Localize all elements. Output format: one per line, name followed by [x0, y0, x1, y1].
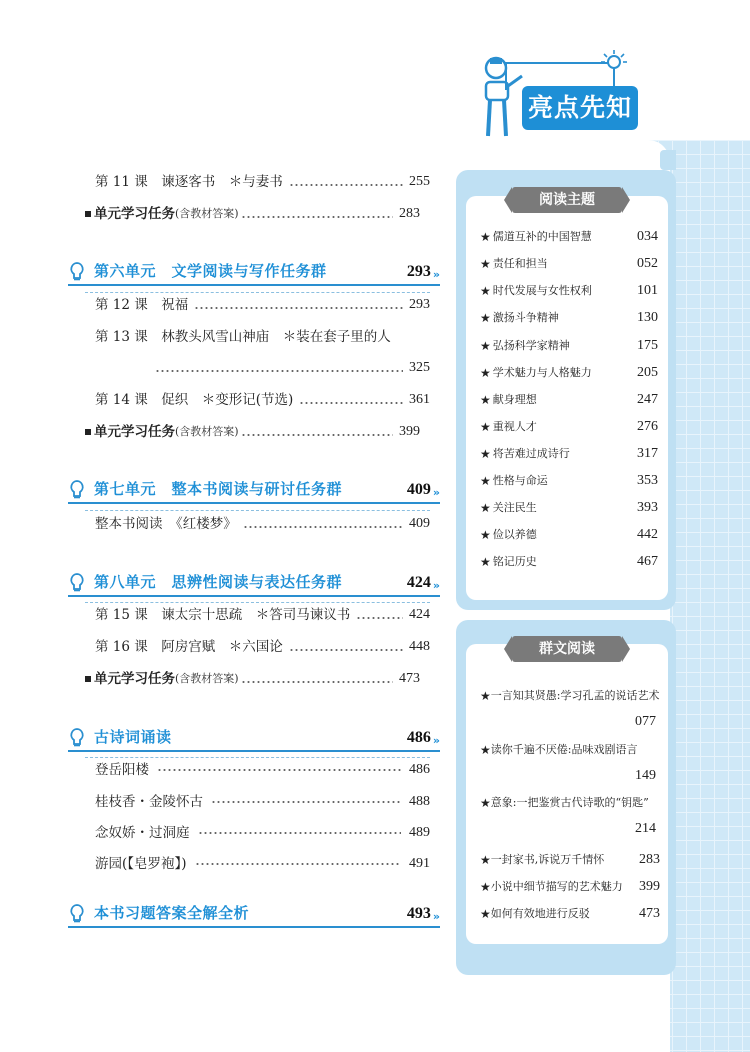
divider: [85, 292, 430, 293]
star-icon: ★: [480, 528, 491, 542]
toc-lesson-label: 第 12 课 祝福: [95, 297, 189, 313]
toc-task-label: 单元学习任务: [94, 206, 175, 222]
double-arrow-icon: »: [432, 486, 440, 499]
reading-theme-item[interactable]: [480, 363, 658, 383]
reading-theme-label: 时代发展与女性权利: [492, 284, 592, 297]
bulb-outline-icon: [68, 903, 86, 923]
group-reading-item[interactable]: [480, 850, 660, 870]
reading-theme-page: 175: [637, 338, 658, 353]
group-reading-item[interactable]: [480, 740, 660, 786]
star-icon: ★: [480, 501, 491, 515]
toc-poem[interactable]: [95, 822, 430, 844]
reading-theme-label: 关注民生: [492, 501, 537, 514]
toc-lesson-label: 第 13 课 林教头风雪山神庙 ＊装在套子里的人: [95, 329, 391, 345]
unit-page: 486: [406, 729, 431, 746]
star-icon: ★: [480, 339, 491, 353]
unit-page: 493: [406, 905, 431, 922]
group-reading-page: 283: [639, 852, 660, 867]
star-icon: ★: [480, 474, 491, 488]
reading-theme-label: 献身理想: [492, 393, 537, 406]
toc-poem[interactable]: [95, 791, 430, 813]
square-bullet-icon: [85, 429, 91, 435]
reading-theme-label: 将苦难过成诗行: [492, 447, 570, 460]
toc-lesson-label: 第 11 课 谏逐客书 ＊与妻书: [95, 174, 283, 190]
leader-dots: [211, 801, 401, 803]
leader-dots: [157, 769, 401, 771]
double-arrow-icon: »: [432, 579, 440, 592]
toc-unit-heading[interactable]: [68, 902, 440, 928]
star-icon: ★: [480, 284, 491, 298]
star-icon: ★: [480, 743, 491, 757]
unit-title: 本书习题答案全解全析: [94, 904, 250, 922]
reading-theme-item[interactable]: [480, 552, 658, 572]
brand-title: 亮点先知: [522, 86, 638, 130]
bulb-outline-icon: [68, 479, 86, 499]
toc-page-number: 283: [399, 206, 420, 221]
leader-dots: [241, 434, 393, 436]
toc-lesson[interactable]: [95, 326, 430, 348]
toc-unit-heading[interactable]: [68, 478, 440, 504]
reading-theme-item[interactable]: [480, 471, 658, 491]
reading-theme-item[interactable]: [480, 525, 658, 545]
reading-theme-page: 393: [637, 500, 658, 515]
divider: [85, 510, 430, 511]
star-icon: ★: [480, 447, 491, 461]
toc-page-number: 325: [409, 360, 430, 375]
group-reading-item[interactable]: [480, 877, 660, 897]
toc-poem-label: 登岳阳楼: [95, 762, 149, 778]
unit-page: 409: [406, 481, 431, 498]
toc-page-number: 488: [409, 794, 430, 809]
toc-poem-label: 念奴娇・过洞庭: [95, 825, 190, 841]
group-reading-label: 读你千遍不厌倦:品味戏剧语言: [490, 743, 638, 756]
double-arrow-icon: »: [432, 734, 440, 747]
group-reading-page: 077: [635, 714, 656, 729]
group-reading-title: 群文阅读: [512, 636, 622, 662]
toc-lesson[interactable]: [95, 604, 430, 626]
reading-theme-label: 铭记历史: [492, 555, 537, 568]
bulb-outline-icon: [68, 727, 86, 747]
toc-poem[interactable]: [95, 759, 430, 781]
leader-dots: [241, 681, 393, 683]
reading-theme-label: 责任和担当: [492, 257, 548, 270]
reading-theme-label: 俭以养德: [492, 528, 537, 541]
toc-page-number: 448: [409, 639, 430, 654]
toc-lesson-label: 第 16 课 阿房宫赋 ＊六国论: [95, 639, 283, 655]
leader-dots: [299, 402, 403, 404]
toc-lesson-continuation[interactable]: [95, 357, 430, 379]
star-icon: ★: [480, 311, 491, 325]
leader-dots: [198, 832, 402, 834]
reading-theme-label: 激扬斗争精神: [492, 311, 559, 324]
star-icon: ★: [480, 420, 491, 434]
toc-page-number: 424: [409, 607, 430, 622]
toc-task-label: 单元学习任务: [94, 671, 175, 687]
double-arrow-icon: »: [432, 910, 440, 923]
leader-dots: [356, 617, 403, 619]
group-reading-page: 214: [635, 821, 656, 836]
group-reading-label: 一言知其贤愚:学习孔孟的说话艺术: [490, 689, 660, 702]
group-reading-label: 一封家书,诉说万千情怀: [490, 853, 605, 866]
toc-unit-heading[interactable]: [68, 571, 440, 597]
reading-theme-page: 442: [637, 527, 658, 542]
toc-unit-task[interactable]: [85, 203, 420, 225]
lightbulb-icon: [600, 48, 628, 78]
toc-poem-label: 游园(【皂罗袍】): [95, 856, 187, 872]
reading-theme-label: 重视人才: [492, 420, 537, 433]
toc-lesson[interactable]: [95, 294, 430, 316]
reading-theme-page: 276: [637, 419, 658, 434]
leader-dots: [155, 370, 403, 372]
toc-lesson-label: 第 14 课 促织 ＊变形记(节选): [95, 392, 294, 408]
leader-dots: [195, 863, 401, 865]
reading-theme-item[interactable]: [480, 336, 658, 356]
star-icon: ★: [480, 796, 491, 810]
toc-unit-task[interactable]: [85, 421, 420, 443]
star-icon: ★: [480, 366, 491, 380]
group-reading-page: 473: [639, 906, 660, 921]
toc-page-number: 409: [409, 516, 430, 531]
toc-poem-label: 桂枝香・金陵怀古: [95, 794, 203, 810]
star-icon: ★: [480, 555, 491, 569]
reading-theme-item[interactable]: [480, 254, 658, 274]
toc-task-label: 单元学习任务: [94, 424, 175, 440]
group-reading-page: 149: [635, 768, 656, 783]
star-icon: ★: [480, 880, 491, 894]
square-bullet-icon: [85, 676, 91, 682]
toc-lesson[interactable]: [95, 171, 430, 193]
reading-theme-page: 052: [637, 256, 658, 271]
reading-theme-item[interactable]: [480, 227, 658, 247]
toc-page-number: 255: [409, 174, 430, 189]
reading-theme-item[interactable]: [480, 308, 658, 328]
toc-page-number: 486: [409, 762, 430, 777]
reading-themes-title: 阅读主题: [512, 187, 622, 213]
reading-theme-page: 034: [637, 229, 658, 244]
double-arrow-icon: »: [432, 268, 440, 281]
divider: [85, 757, 430, 758]
toc-lesson[interactable]: [95, 513, 430, 535]
star-icon: ★: [480, 689, 491, 703]
star-icon: ★: [480, 257, 491, 271]
reading-theme-item[interactable]: [480, 444, 658, 464]
unit-page: 424: [406, 574, 431, 591]
toc-page-number: 293: [409, 297, 430, 312]
toc-page-number: 399: [399, 424, 420, 439]
reading-theme-label: 性格与命运: [492, 474, 548, 487]
reading-theme-item[interactable]: [480, 417, 658, 437]
reading-theme-page: 317: [637, 446, 658, 461]
toc-task-note: (含教材答案): [175, 425, 239, 438]
reading-theme-label: 学术魅力与人格魅力: [492, 366, 592, 379]
group-reading-item[interactable]: [480, 904, 660, 924]
unit-title: 第八单元 思辨性阅读与表达任务群: [94, 573, 343, 591]
toc-lesson[interactable]: [95, 389, 430, 411]
bulb-outline-icon: [68, 261, 86, 281]
group-reading-item[interactable]: [480, 686, 660, 732]
reading-theme-item[interactable]: [480, 281, 658, 301]
unit-title: 古诗词诵读: [94, 728, 172, 746]
toc-lesson-label: 整本书阅读 《红楼梦》: [95, 516, 237, 532]
group-reading-label: 如何有效地进行反驳: [490, 907, 590, 920]
group-reading-item[interactable]: [480, 793, 660, 839]
toc-task-note: (含教材答案): [175, 207, 239, 220]
leader-dots: [243, 526, 403, 528]
toc-page-number: 473: [399, 671, 420, 686]
reading-theme-page: 130: [637, 310, 658, 325]
leader-dots: [241, 216, 393, 218]
toc-lesson[interactable]: [95, 636, 430, 658]
toc-poem[interactable]: [95, 853, 430, 875]
star-icon: ★: [480, 853, 491, 867]
toc-task-note: (含教材答案): [175, 672, 239, 685]
reading-theme-page: 101: [637, 283, 658, 298]
toc-unit-heading[interactable]: [68, 726, 440, 752]
toc-page-number: 489: [409, 825, 430, 840]
group-reading-page: 399: [639, 879, 660, 894]
toc-page-number: 361: [409, 392, 430, 407]
toc-lesson-label: 第 15 课 谏太宗十思疏 ＊答司马谏议书: [95, 607, 351, 623]
group-reading-label: 意象:一把鉴赏古代诗歌的“钥匙”: [490, 796, 649, 809]
reading-theme-item[interactable]: [480, 390, 658, 410]
unit-page: 293: [406, 263, 431, 280]
bulb-outline-icon: [68, 572, 86, 592]
unit-title: 第七单元 整本书阅读与研讨任务群: [94, 480, 343, 498]
group-reading-label: 小说中细节描写的艺术魅力: [490, 880, 623, 893]
reading-theme-page: 205: [637, 365, 658, 380]
card-tab: [660, 150, 676, 170]
leader-dots: [194, 307, 403, 309]
toc-page-number: 491: [409, 856, 430, 871]
leader-dots: [289, 184, 403, 186]
reading-theme-label: 弘扬科学家精神: [492, 339, 570, 352]
divider: [85, 602, 430, 603]
star-icon: ★: [480, 230, 491, 244]
star-icon: ★: [480, 907, 491, 921]
leader-dots: [289, 649, 403, 651]
star-icon: ★: [480, 393, 491, 407]
reading-theme-page: 467: [637, 554, 658, 569]
square-bullet-icon: [85, 211, 91, 217]
reading-theme-item[interactable]: [480, 498, 658, 518]
reading-theme-page: 247: [637, 392, 658, 407]
reading-theme-page: 353: [637, 473, 658, 488]
reading-theme-label: 儒道互补的中国智慧: [492, 230, 592, 243]
toc-unit-heading[interactable]: [68, 260, 440, 286]
unit-title: 第六单元 文学阅读与写作任务群: [94, 262, 327, 280]
toc-unit-task[interactable]: [85, 668, 420, 690]
